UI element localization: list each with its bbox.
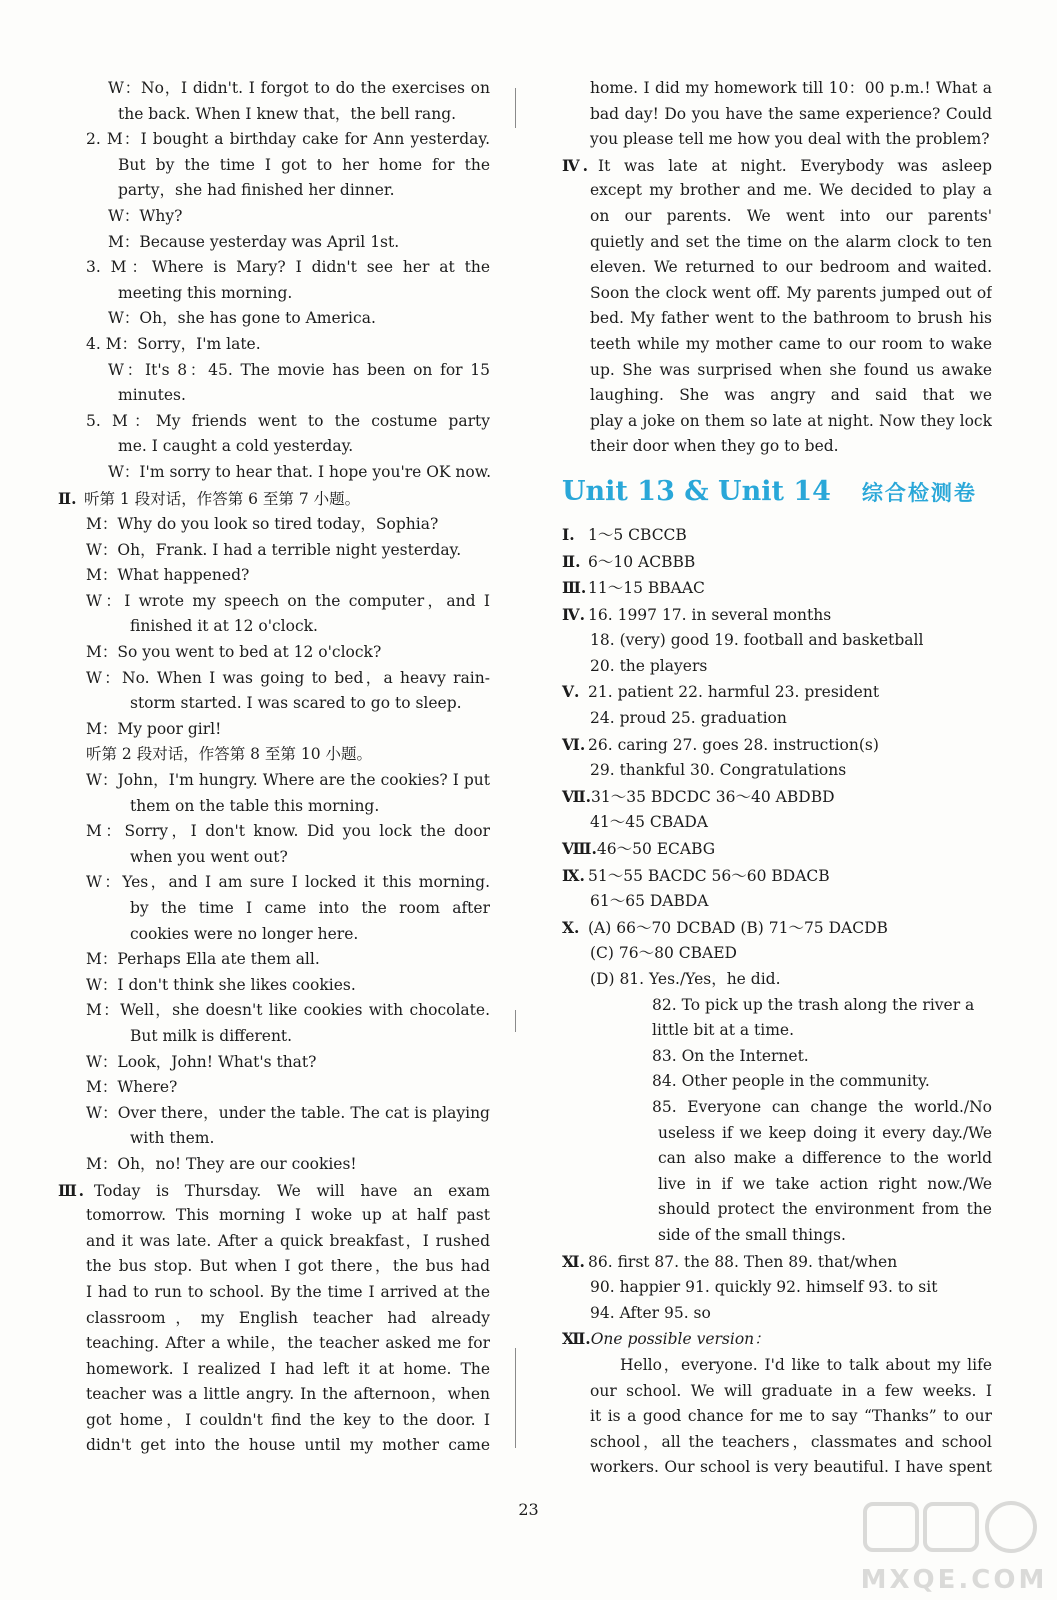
text-line: M：So you went to bed at 12 o'clock? xyxy=(86,643,382,662)
text-line: quietly and set the time on the alarm clock to ten xyxy=(590,232,992,251)
answer-line xyxy=(562,602,992,629)
text-line: But by the time I got to her home for the xyxy=(118,155,490,174)
section-numeral: Ⅲ. xyxy=(58,1180,84,1200)
column-divider-mark xyxy=(515,1348,516,1448)
answer-line: school，all the teachers，classmates and school xyxy=(590,1432,992,1451)
answer-line xyxy=(562,863,992,890)
text-line: 2. M：I bought a birthday cake for Ann yesterday. xyxy=(86,130,490,149)
answer-line: should protect the environment from the xyxy=(658,1200,992,1219)
answer-line: 84. Other people in the community. xyxy=(652,1072,930,1091)
answer-line xyxy=(562,575,992,602)
line-text: One possible version： xyxy=(590,1330,770,1349)
line-text: 11～15 BBAAC xyxy=(588,579,705,598)
section-numeral: Ⅵ. xyxy=(562,734,586,754)
answer-line: 94. After 95. so xyxy=(590,1303,711,1322)
unit-subtitle: 综合检测卷 xyxy=(861,480,977,505)
text-line: with them. xyxy=(130,1129,215,1148)
answer-line xyxy=(562,1249,992,1276)
section-numeral: Ⅰ. xyxy=(562,524,575,544)
text-line: teeth while my mother came to our room to wake xyxy=(590,334,992,353)
text-line xyxy=(58,1178,490,1204)
text-line: laughing. She was angry and said that we xyxy=(590,386,992,405)
line-text: 86. first 87. the 88. Then 89. that/when xyxy=(588,1252,898,1271)
answer-line: 83. On the Internet. xyxy=(652,1046,809,1065)
answer-key-section xyxy=(562,522,992,1481)
section-numeral: Ⅴ. xyxy=(562,682,580,702)
answer-line: 20. the players xyxy=(590,656,708,675)
text-line: W：Over there，under the table. The cat is playing xyxy=(86,1103,490,1122)
answer-line: (C) 76～80 CBAED xyxy=(590,944,737,963)
text-line: and it was late. After a quick breakfast，I rushed xyxy=(86,1231,490,1250)
line-text: 听第 1 段对话，作答第 6 至第 7 小题。 xyxy=(84,489,361,508)
text-line: up. She was surprised when she found us awake xyxy=(590,360,992,379)
page-number: 23 xyxy=(518,1500,539,1519)
right-column xyxy=(562,76,992,1481)
text-line: got home，I couldn't find the key to the door. I xyxy=(86,1410,490,1429)
text-line: bad day! Do you have the same experience? Could xyxy=(590,104,992,123)
text-line: the bus stop. But when I got there，the bus had xyxy=(86,1257,490,1276)
text-line: W：Yes，and I am sure I locked it this morning. xyxy=(86,873,490,892)
answer-line: live in if we take action right now./We xyxy=(658,1174,992,1193)
answer-line xyxy=(562,549,992,576)
answer-line: can also make a difference to the world xyxy=(658,1149,992,1168)
text-line: M：Oh，no! They are our cookies! xyxy=(86,1154,357,1173)
text-line: I had to run to school. By the time I arrived at the xyxy=(86,1282,490,1301)
text-line: W：I wrote my speech on the computer，and I xyxy=(86,591,490,610)
text-line: M：Because yesterday was April 1st. xyxy=(108,232,400,251)
text-line: the back. When I knew that，the bell rang. xyxy=(118,104,457,123)
unit-heading xyxy=(562,466,992,518)
section-numeral: Ⅸ. xyxy=(562,865,585,885)
text-line: you please tell me how you deal with the problem? xyxy=(590,130,990,149)
answer-line: 24. proud 25. graduation xyxy=(590,709,787,728)
line-text: 6～10 ACBBB xyxy=(588,552,696,571)
answer-line: 85. Everyone can change the world./No xyxy=(652,1097,992,1116)
line-text: Today is Thursday. We will have an exam xyxy=(94,1181,490,1200)
text-line: teacher was a little angry. In the afternoon，when xyxy=(86,1385,490,1404)
line-text: 46～50 ECABG xyxy=(596,840,716,859)
answer-line: 18. (very) good 19. football and basketball xyxy=(590,631,924,650)
answer-line: it is a good chance for me to say “Thanks” to our xyxy=(590,1407,992,1426)
column-divider-mark xyxy=(515,1010,516,1032)
text-line: classroom，my English teacher had already xyxy=(86,1308,490,1327)
text-line: W：Oh，she has gone to America. xyxy=(108,309,376,328)
text-line: 4. M：Sorry，I'm late. xyxy=(86,334,261,353)
unit-title: Unit 13 & Unit 14 xyxy=(562,475,831,507)
text-line: party，she had finished her dinner. xyxy=(118,181,395,200)
answer-line xyxy=(562,679,992,706)
line-text: 51～55 BACDC 56～60 BDACB xyxy=(588,866,830,885)
text-line: bed. My father went to the bathroom to brush his xyxy=(590,309,992,328)
answer-line: 82. To pick up the trash along the river a xyxy=(652,995,975,1014)
text-line: M：My poor girl! xyxy=(86,719,222,738)
right-top-section xyxy=(562,76,992,460)
answer-line: 90. happier 91. quickly 92. himself 93. to sit xyxy=(590,1278,938,1297)
text-line: storm started. I was scared to go to sleep. xyxy=(130,694,462,713)
text-line: W：No，I didn't. I forgot to do the exercises on xyxy=(108,79,490,97)
text-line: tomorrow. This morning I woke up at half past xyxy=(86,1206,490,1225)
line-text: 16. 1997 17. in several months xyxy=(588,605,832,624)
text-line xyxy=(58,486,490,513)
svg-text:MXQE.COM: MXQE.COM xyxy=(860,1565,1048,1595)
left-column xyxy=(58,76,490,1459)
line-text: 31～35 BDCDC 36～40 ABDBD xyxy=(591,787,835,806)
text-line: cookies were no longer here. xyxy=(130,924,359,943)
text-line: Soon the clock went off. My parents jumped out of xyxy=(590,283,992,302)
answer-line xyxy=(562,836,992,863)
text-line: when you went out? xyxy=(130,847,288,866)
text-line: home. I did my homework till 10：00 p.m.! What a xyxy=(590,79,992,97)
answer-line: 29. thankful 30. Congratulations xyxy=(590,761,847,780)
text-line: 5. M：My friends went to the costume party xyxy=(86,411,490,430)
text-line: 听第 2 段对话，作答第 8 至第 10 小题。 xyxy=(86,745,373,764)
text-line: M：Why do you look so tired today，Sophia? xyxy=(86,515,439,534)
text-line: homework. I realized I had left it at home. The xyxy=(86,1359,490,1378)
text-line: 3. M：Where is Mary? I didn't see her at the xyxy=(86,258,490,277)
answer-line: useless if we keep doing it every day./We xyxy=(658,1123,992,1142)
answer-line: side of the small things. xyxy=(658,1225,846,1244)
text-line: W：Look，John! What's that? xyxy=(86,1052,317,1071)
text-line: them on the table this morning. xyxy=(130,796,380,815)
section-numeral: Ⅺ. xyxy=(562,1251,585,1271)
text-line: M：Perhaps Ella ate them all. xyxy=(86,950,320,969)
answer-line: Hello，everyone. I'd like to talk about my life xyxy=(620,1355,992,1374)
section-numeral: Ⅲ. xyxy=(562,578,587,598)
text-line: But milk is different. xyxy=(130,1026,293,1045)
text-line: W：It's 8：45. The movie has been on for 15 xyxy=(108,360,490,379)
text-line: W：I don't think she likes cookies. xyxy=(86,975,356,994)
section-numeral: Ⅱ. xyxy=(562,551,581,571)
text-line: teaching. After a while，the teacher asked me for xyxy=(86,1334,490,1353)
answer-line: 61～65 DABDA xyxy=(590,892,709,911)
answer-line xyxy=(562,1326,992,1353)
text-line: me. I caught a cold yesterday. xyxy=(118,437,354,456)
answer-line: our school. We will graduate in a few weeks. I xyxy=(590,1381,992,1400)
section-numeral: Ⅳ. xyxy=(562,604,585,624)
section-numeral: Ⅻ. xyxy=(562,1329,591,1349)
section-numeral: Ⅷ. xyxy=(562,839,597,859)
line-text: 1～5 CBCCB xyxy=(588,525,687,544)
section-numeral: Ⅹ. xyxy=(562,917,580,937)
text-line: on our parents. We went into our parents' xyxy=(590,206,992,225)
text-line: by the time I came into the room after xyxy=(130,899,490,917)
text-line: meeting this morning. xyxy=(118,283,293,302)
text-line xyxy=(562,153,992,179)
text-line: M：Well，she doesn't like cookies with chocolate. xyxy=(86,1001,490,1020)
answer-line: little bit at a time. xyxy=(652,1021,795,1040)
answer-line xyxy=(562,732,992,759)
text-line: M：What happened? xyxy=(86,566,250,585)
text-line: didn't get into the house until my mother came xyxy=(86,1436,490,1455)
answer-line: workers. Our school is very beautiful. I have spent xyxy=(590,1458,992,1477)
text-line: W：Oh，Frank. I had a terrible night yesterday. xyxy=(86,540,462,559)
answer-line: 41～45 CBADA xyxy=(590,813,708,832)
text-line: W：Why? xyxy=(108,206,183,225)
text-line: eleven. We returned to our bedroom and waited. xyxy=(590,258,992,277)
section-numeral: Ⅱ. xyxy=(58,488,77,508)
section-numeral: Ⅶ. xyxy=(562,786,592,806)
column-divider-mark xyxy=(515,88,516,128)
line-text: It was late at night. Everybody was asleep xyxy=(598,156,992,175)
text-line: M：Sorry，I don't know. Did you lock the door xyxy=(86,822,490,841)
answer-line xyxy=(562,784,992,811)
text-line: play a joke on them so late at night. Now they lock xyxy=(590,411,992,430)
answer-line: (D) 81. Yes./Yes，he did. xyxy=(590,970,781,988)
text-line: M：Where? xyxy=(86,1078,178,1097)
line-text: 21. patient 22. harmful 23. president xyxy=(588,683,880,702)
text-line: finished it at 12 o'clock. xyxy=(130,617,318,636)
text-line: W：No. When I was going to bed，a heavy rain- xyxy=(86,668,490,687)
text-line: their door when they go to bed. xyxy=(590,437,839,456)
watermark-logo xyxy=(859,1500,1049,1596)
text-line: minutes. xyxy=(118,386,186,405)
text-line: W：John，I'm hungry. Where are the cookies? I put xyxy=(86,771,490,790)
line-text: 26. caring 27. goes 28. instruction(s) xyxy=(588,735,879,754)
answer-line xyxy=(562,522,992,549)
text-line: W：I'm sorry to hear that. I hope you're OK now. xyxy=(108,462,492,481)
answer-line xyxy=(562,915,992,942)
text-line: except my brother and me. We decided to play a xyxy=(590,181,992,200)
section-numeral: Ⅳ. xyxy=(562,155,588,175)
line-text: (A) 66～70 DCBAD (B) 71～75 DACDB xyxy=(588,918,888,937)
